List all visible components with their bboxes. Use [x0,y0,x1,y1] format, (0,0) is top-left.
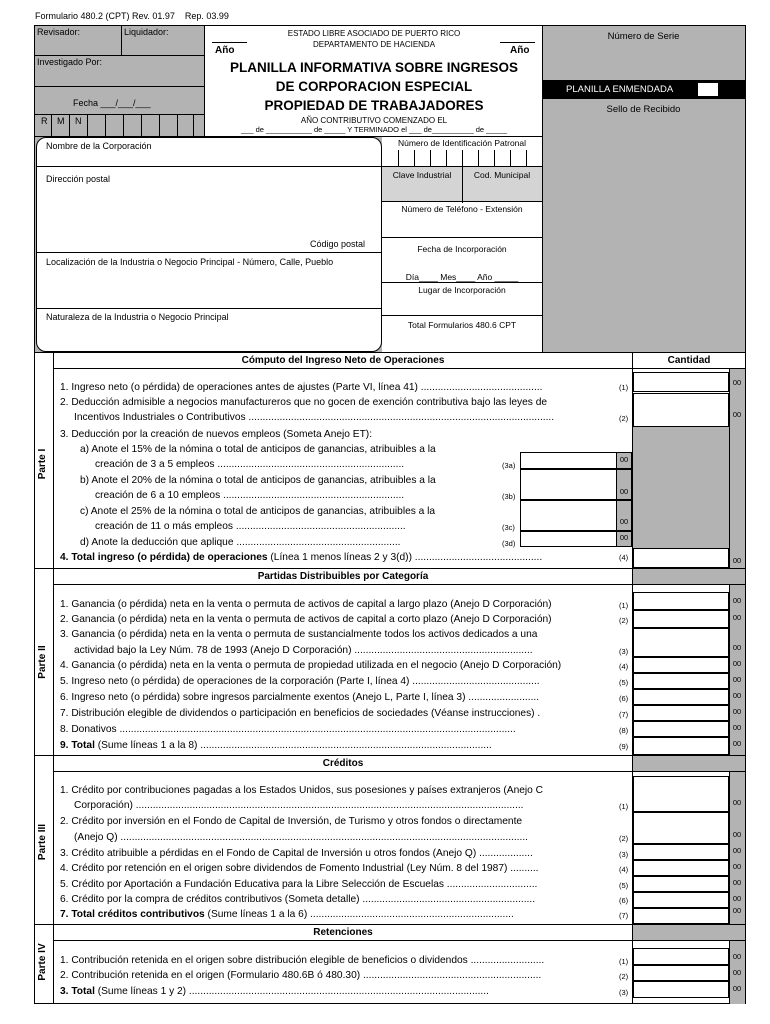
p3-line5-text: 5. Crédito por Aportación a Fundación Educativa para la Libre Selección de Escuelas ................................ [60,879,538,890]
p1-line2-text-cont: Incentivos Industriales o Contributivos ............................................................................................................ [74,412,555,423]
r-label: R [41,116,48,126]
cod-municipal-field[interactable]: Cod. Municipal [473,170,531,180]
p2-line3-text-cont: actividad bajo la Ley Núm. 78 de 1993 (Anejo D Corporación) ............................................................... [74,645,533,656]
p2-line9-amount[interactable] [633,737,729,755]
direccion-postal-field[interactable]: Dirección postal [46,174,111,184]
p1-ref-3b: (3b) [502,492,516,501]
investigado-label: Investigado Por: [37,57,103,67]
p3-line1-text-cont: Corporación) ......................................................................................................................................... [74,800,524,811]
estado-line: ESTADO LIBRE ASOCIADO DE PUERTO RICO [287,29,461,38]
p1-line3a-text-cont: creación de 3 a 5 empleos .................................................................. [95,459,405,470]
numero-serie-label: Número de Serie [607,31,680,42]
p1-ref-2: (2) [619,414,629,423]
p2-ref-7: (7) [619,710,629,719]
p2-line8-text: 8. Donativos ............................................................................................................................................ [60,724,516,735]
p1-line3a-amount[interactable] [520,452,617,469]
p2-ref-2: (2) [619,616,629,625]
office-use-panel [35,26,205,136]
p2-line2-text: 2. Ganancia (o pérdida) neta en la venta o permuta de activos de capital a corto plazo (Anejo D Corporación) [60,614,552,625]
sello-label: Sello de Recibido [606,104,681,115]
rmn-grid [35,114,205,136]
p2-line9-text [60,739,492,752]
fecha-incorporacion-field[interactable]: Día____ Mes____ Año _____ [405,272,519,282]
cents-label: 00 [732,613,742,622]
p2-ref-5: (5) [619,678,629,687]
p2-line6-text: 6. Ingreso neto (o pérdida) sobre ingresos parcialmente exentos (Anejo L, Parte I, línea 3) ......................... [60,692,540,703]
p1-line3d-amount[interactable] [520,531,617,547]
p2-line6-amount[interactable] [633,689,729,705]
fecha-label: Fecha ___/___/___ [73,98,151,108]
p4-line1-text: 1. Contribución retenida en el origen sobre distribución elegible de beneficios o dividendos .......................... [60,955,545,966]
cents-label: 00 [732,846,742,855]
cents-label: 00 [619,455,629,464]
p3-line1-amount[interactable] [633,776,729,812]
p1-line2-text: 2. Deducción admisible a negocios manufactureros que no gocen de exención contributiva bajo las leyes de [60,397,548,408]
p3-line2-text: 2. Crédito por inversión en el Fondo de Capital de Inversión, de Turismo y otros fondos o directamente [60,816,523,827]
planilla-enmendada-checkbox[interactable] [698,83,718,96]
p2-line7-amount[interactable] [633,705,729,721]
revisador-label: Revisador: [37,27,81,37]
p2-line5-text: 5. Ingreso neto (o pérdida) de operaciones de la corporación (Parte I, línea 4) ............................................. [60,676,540,687]
p1-line3c-text: c) Anote el 25% de la nómina o total de anticipos de ganancias, atribuibles a la [80,506,436,517]
p1-line3c-amount[interactable] [520,500,617,531]
p3-ref-5: (5) [619,881,629,890]
p4-ref-1: (1) [619,957,629,966]
p2-ref-4: (4) [619,662,629,671]
p3-line7-rest: (Sume líneas 1 a la 6) ........................................................................ [204,909,514,920]
p1-ref-1: (1) [619,383,629,392]
cents-label: 00 [732,894,742,903]
p1-ref-4: (4) [619,553,629,562]
part3-heading: Créditos [322,758,364,769]
p2-line1-text: 1. Ganancia (o pérdida) neta en la venta o permuta de activos de capital a largo plazo (Anejo D Corporación) [60,599,552,610]
p2-ref-8: (8) [619,726,629,735]
part1-heading: Cómputo del Ingreso Neto de Operaciones [241,355,445,366]
cents-label: 00 [619,487,629,496]
p4-line1-amount[interactable] [633,948,729,965]
ano-right: Año [510,45,530,56]
form-id: Formulario 480.2 (CPT) Rev. 01.97 Rep. 03.99 [35,11,229,21]
p1-ref-3d: (3d) [502,539,516,548]
part4-label: Parte IV [37,943,48,981]
localizacion-field[interactable]: Localización de la Industria o Negocio Principal - Número, Calle, Pueblo [46,257,334,267]
cents-label: 00 [619,533,629,542]
clave-industrial-field[interactable]: Clave Industrial [392,170,452,180]
p3-ref-3: (3) [619,850,629,859]
p2-line8-amount[interactable] [633,721,729,737]
part2-label: Parte II [37,645,48,679]
naturaleza-field[interactable]: Naturaleza de la Industria o Negocio Principal [46,312,229,322]
p2-line4-text: 4. Ganancia (o pérdida) neta en la venta o permuta de propiedad utilizada en el negocio (Anejo D Corporación) [60,660,562,671]
p2-ref-9: (9) [619,742,629,751]
p2-line1-amount[interactable] [633,592,729,610]
p3-line7-amount[interactable] [633,908,729,924]
cents-label: 00 [732,596,742,605]
codigo-postal-field[interactable]: Código postal [310,239,366,249]
planilla-enmendada-label: PLANILLA ENMENDADA [566,84,674,95]
p1-line4-rest: (Línea 1 menos líneas 2 y 3(d)) ............................................. [267,552,543,563]
p4-line2-amount[interactable] [633,965,729,981]
p1-line3b-text: b) Anote el 20% de la nómina o total de anticipos de ganancias, atribuibles a la [80,475,436,486]
telefono-field[interactable]: Número de Teléfono - Extensión [401,204,523,214]
p2-line7-text: 7. Distribución elegible de dividendos o participación en beneficios de sociedades (Véanse instrucciones) . [60,708,541,719]
center-header [206,28,542,50]
total-formularios-field[interactable]: Total Formularios 480.6 CPT [407,320,517,330]
cents-label: 00 [732,691,742,700]
p3-ref-6: (6) [619,896,629,905]
p1-line1-text: 1. Ingreso neto (o pérdida) de operaciones antes de ajustes (Parte VI, línea 41) ........................................... [60,382,543,393]
part1-gray-area [633,427,729,553]
cents-label: 00 [732,952,742,961]
cantidad-heading: Cantidad [667,355,711,366]
periodo-line: ___ de ___________ de _____ Y TERMINADO el ___ de__________ de _____ [240,125,508,134]
ano-left: Año [215,45,235,56]
p1-line1-amount[interactable] [633,372,729,392]
p3-line7-bold: 7. Total créditos contributivos [60,909,205,920]
p1-line3b-amount[interactable] [520,469,617,500]
p1-ref-3a: (3a) [502,461,516,470]
p3-line3-amount[interactable] [633,844,729,860]
cents-label: 00 [732,556,742,565]
p1-line3d-text: d) Anote la deducción que aplique .......................................................... [80,537,401,548]
p4-line3-rest: (Sume líneas 1 y 2) .......................................................................................................... [94,986,489,997]
lugar-incorporacion-field[interactable]: Lugar de Incorporación [418,285,506,295]
p2-line2-amount[interactable] [633,610,729,628]
p3-line7-text [60,908,514,921]
cents-label: 00 [732,675,742,684]
title-line-1: PLANILLA INFORMATIVA SOBRE INGRESOS [229,60,518,75]
cents-label: 00 [732,739,742,748]
m-label: M [57,116,65,126]
liquidador-label: Liquidador: [124,27,169,37]
cents-label: 00 [732,968,742,977]
p3-ref-4: (4) [619,865,629,874]
p3-line1-text: 1. Crédito por contribuciones pagadas a los Estados Unidos, sus posesiones y países extranjeros (Anejo C [60,785,544,796]
cents-label: 00 [732,906,742,915]
part4-heading: Retenciones [313,927,373,938]
p1-line3b-text-cont: creación de 6 a 10 empleos ................................................................ [95,490,405,501]
p2-line9-rest: (Sume líneas 1 a la 8) ....................................................................................................... [94,740,492,751]
cents-label: 00 [732,723,742,732]
p2-line9-bold: 9. Total [60,740,95,751]
cents-label: 00 [732,830,742,839]
ano-contributivo: AÑO CONTRIBUTIVO COMENZADO EL [300,116,448,125]
p1-line4-text [60,551,542,564]
p2-line5-amount[interactable] [633,673,729,689]
cents-label: 00 [732,984,742,993]
part2-heading: Partidas Distribuibles por Categoría [257,571,429,582]
p2-line4-amount[interactable] [633,657,729,673]
part1-label: Parte I [37,448,48,480]
part3-label: Parte III [37,823,48,861]
cents-label: 00 [732,378,742,387]
n-label: N [75,116,82,126]
cents-label: 00 [732,862,742,871]
fecha-incorporacion-label: Fecha de Incorporación [417,244,507,254]
p3-line4-text: 4. Crédito por retención en el origen sobre dividendos de Fomento Industrial (Ley Núm. 8 del 1987) .......... [60,863,539,874]
p1-line3a-text: a) Anote el 15% de la nómina o total de anticipos de ganancias, atribuibles a la [80,444,436,455]
cents-label: 00 [732,798,742,807]
p1-line2-amount[interactable] [633,393,729,427]
p4-line2-text: 2. Contribución retenida en el origen (Formulario 480.6B ó 480.30) ............................................................... [60,970,542,981]
p3-ref-2: (2) [619,834,629,843]
cents-label: 00 [732,643,742,652]
p4-line3-bold: 3. Total [60,986,95,997]
p2-line3-text: 3. Ganancia (o pérdida) neta en la venta o permuta de sustancialmente todos los activos dedicados a una [60,629,538,640]
planilla-enmendada-bar [542,80,745,99]
right-panel [542,26,745,352]
p3-line2-amount[interactable] [633,812,729,844]
cents-label: 00 [732,410,742,419]
p3-line5-amount[interactable] [633,876,729,892]
p3-line6-amount[interactable] [633,892,729,908]
p4-line3-text [60,985,489,998]
p2-ref-6: (6) [619,694,629,703]
title-line-3: PROPIEDAD DE TRABAJADORES [264,98,484,113]
p2-ref-3: (3) [619,647,629,656]
cents-label: 00 [732,659,742,668]
p1-ref-3c: (3c) [502,523,515,532]
cents-label: 00 [619,517,629,526]
departamento-line: DEPARTAMENTO DE HACIENDA [312,40,436,49]
title-line-2: DE CORPORACION ESPECIAL [275,79,473,94]
p4-ref-2: (2) [619,972,629,981]
p1-line4-bold: 4. Total ingreso (o pérdida) de operaciones [60,552,268,563]
p3-ref-7: (7) [619,911,629,920]
cents-label: 00 [732,707,742,716]
nombre-corporacion-field[interactable]: Nombre de la Corporación [46,141,152,151]
p4-ref-3: (3) [619,988,629,997]
cents-label: 00 [732,878,742,887]
p4-line3-amount[interactable] [633,981,729,998]
p2-line3-amount[interactable] [633,628,729,657]
p3-ref-1: (1) [619,802,629,811]
p3-line2-text-cont: (Anejo Q) ................................................................................................................................................ [74,832,529,843]
patronal-label: Número de Identificación Patronal [397,138,527,148]
p3-line4-amount[interactable] [633,860,729,876]
p3-line6-text: 6. Crédito por la compra de créditos contributivos (Someta detalle) ............................................................. [60,894,536,905]
form-title [206,58,542,115]
p3-line3-text: 3. Crédito atribuible a pérdidas en el Fondo de Capital de Inversión u otros fondos (Anejo Q) ................... [60,848,533,859]
p2-ref-1: (1) [619,601,629,610]
p1-line3c-text-cont: creación de 11 o más empleos ............................................................ [95,521,406,532]
p1-line3-text: 3. Deducción por la creación de nuevos empleos (Someta Anejo ET): [60,429,373,440]
p1-line4-amount[interactable] [633,548,729,568]
